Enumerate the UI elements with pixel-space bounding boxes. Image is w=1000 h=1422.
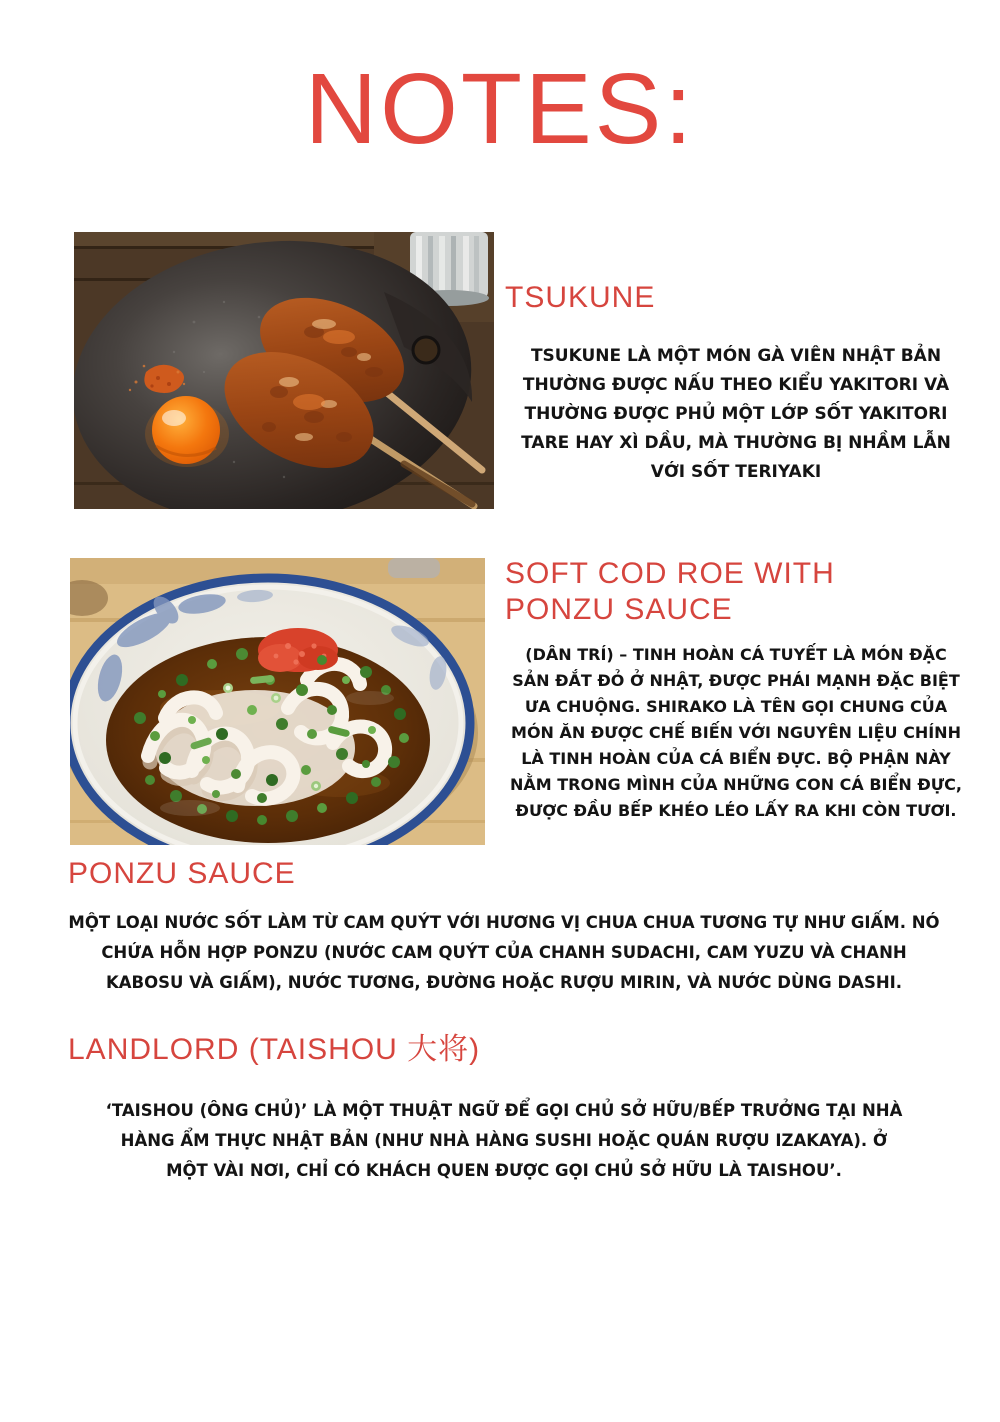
tsukune-body: TSUKUNE LÀ MỘT MÓN GÀ VIÊN NHẬT BẢN THƯỜNG ĐƯỢC NẤU THEO KIỂU YAKITORI VÀ THƯỜNG ĐƯỢC PHỦ MỘT LỚP SỐT YAKITORI TARE HAY XÌ DẦU, MÀ THƯỜNG BỊ NHẦM LẪN VỚI SỐT TERIYAKI: [521, 346, 951, 482]
shirako-photo: [70, 558, 485, 845]
landlord-heading: LANDLORD (TAISHOU 大将): [68, 1033, 481, 1066]
tsukune-photo-illustration: [74, 232, 494, 509]
soft-cod-roe-heading: SOFT COD ROE WITH PONZU SAUCE: [505, 557, 835, 626]
section-ponzu-sauce: [68, 856, 940, 998]
soft-cod-roe-body: (DÂN TRÍ) – TINH HOÀN CÁ TUYẾT LÀ MÓN ĐẶC SẢN ĐẮT ĐỎ Ở NHẬT, ĐƯỢC PHÁI MẠNH ĐẶC BIỆT ƯA CHUỘNG. SHIRAKO LÀ TÊN GỌI CHUNG CỦA MÓN ĂN ĐƯỢC CHẾ BIẾN VỚI NGUYÊN LIỆU CHÍNH LÀ TINH HOÀN CỦA CÁ BIỂN ĐỰC. BỘ PHẬN NÀY NẰM TRONG MÌNH CỦA NHỮNG CON CÁ BIỂN ĐỰC, ĐƯỢC ĐẦU BẾP KHÉO LÉO LẤY RA KHI CÒN TƯƠI.: [510, 645, 962, 820]
section-landlord: [68, 1032, 940, 1186]
tsukune-photo: [74, 232, 494, 509]
shirako-photo-illustration: [70, 558, 485, 845]
ponzu-sauce-body: MỘT LOẠI NƯỚC SỐT LÀM TỪ CAM QUÝT VỚI HƯƠNG VỊ CHUA CHUA TƯƠNG TỰ NHƯ GIẤM. NÓ CHỨA HỖN HỢP PONZU (NƯỚC CAM QUÝT CỦA CHANH SUDACHI, CAM YUZU VÀ CHANH KABOSU VÀ GIẤM), NƯỚC TƯƠNG, ĐƯỜNG HOẶC RƯỢU MIRIN, VÀ NƯỚC DÙNG DASHI.: [68, 913, 940, 992]
page-title: NOTES:: [304, 53, 696, 165]
section-soft-cod-roe: [505, 556, 967, 824]
landlord-body: ‘TAISHOU (ÔNG CHỦ)’ LÀ MỘT THUẬT NGỮ ĐỂ GỌI CHỦ SỞ HỮU/BẾP TRƯỞNG TẠI NHÀ HÀNG ẨM THỰC NHẬT BẢN (NHƯ NHÀ HÀNG SUSHI HOẶC QUÁN RƯỢU IZAKAYA). Ở MỘT VÀI NƠI, CHỈ CÓ KHÁCH QUEN ĐƯỢC GỌI CHỦ SỞ HỮU LÀ TAISHOU’.: [105, 1101, 903, 1180]
tsukune-heading: TSUKUNE: [505, 281, 656, 314]
ponzu-sauce-heading: PONZU SAUCE: [68, 857, 296, 890]
section-tsukune: [505, 280, 967, 487]
